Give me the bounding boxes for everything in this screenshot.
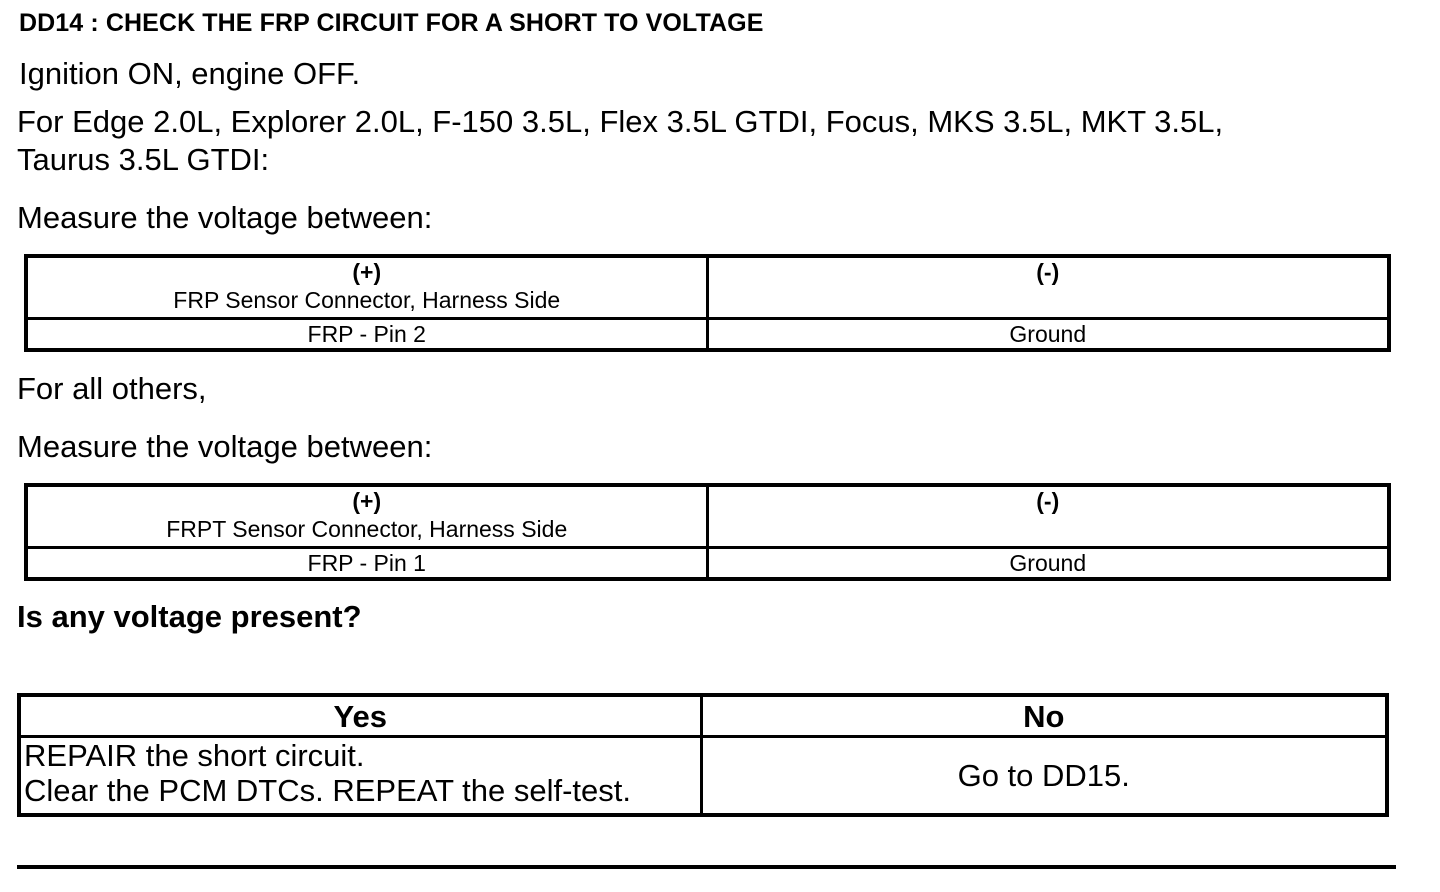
- positive-lead-pin: FRP - Pin 1: [26, 547, 707, 579]
- negative-lead-header: (-): [1036, 259, 1060, 285]
- positive-lead-header-cell: [26, 485, 707, 547]
- no-header: No: [701, 695, 1387, 737]
- others-text: For all others,: [17, 371, 207, 406]
- positive-lead-header: (+): [352, 259, 382, 285]
- positive-lead-header-cell: [26, 256, 707, 318]
- yes-action-cell: [19, 737, 701, 815]
- yes-header: Yes: [19, 695, 701, 737]
- negative-lead-header-cell: [707, 485, 1389, 547]
- applicability-text-line-1: For Edge 2.0L, Explorer 2.0L, F-150 3.5L, Flex 3.5L GTDI, Focus, MKS 3.5L, MKT 3.5L,: [17, 104, 1224, 139]
- positive-lead-pin: FRP - Pin 2: [26, 318, 707, 350]
- measure-instruction-1: Measure the voltage between:: [17, 200, 433, 235]
- positive-lead-connector: FRP Sensor Connector, Harness Side: [173, 287, 561, 313]
- applicability-text-line-2: Taurus 3.5L GTDI:: [17, 142, 270, 177]
- condition-text: Ignition ON, engine OFF.: [19, 56, 361, 91]
- step-title: DD14 : CHECK THE FRP CIRCUIT FOR A SHORT TO VOLTAGE: [19, 9, 764, 37]
- negative-lead-header-cell: [707, 256, 1389, 318]
- negative-lead-ground: Ground: [707, 547, 1389, 579]
- no-action: Go to DD15.: [701, 737, 1387, 815]
- yes-action-line-1: REPAIR the short circuit.: [24, 738, 365, 773]
- measurement-table-1: [24, 254, 1391, 352]
- result-table: [17, 693, 1389, 817]
- positive-lead-header: (+): [352, 488, 382, 514]
- yes-action-line-2: Clear the PCM DTCs. REPEAT the self-test.: [24, 773, 631, 808]
- section-divider: [17, 865, 1396, 869]
- question-text: Is any voltage present?: [17, 599, 362, 634]
- measurement-table-2: [24, 483, 1391, 581]
- measure-instruction-2: Measure the voltage between:: [17, 429, 433, 464]
- positive-lead-connector: FRPT Sensor Connector, Harness Side: [166, 516, 568, 542]
- negative-lead-header: (-): [1036, 488, 1060, 514]
- negative-lead-ground: Ground: [707, 318, 1389, 350]
